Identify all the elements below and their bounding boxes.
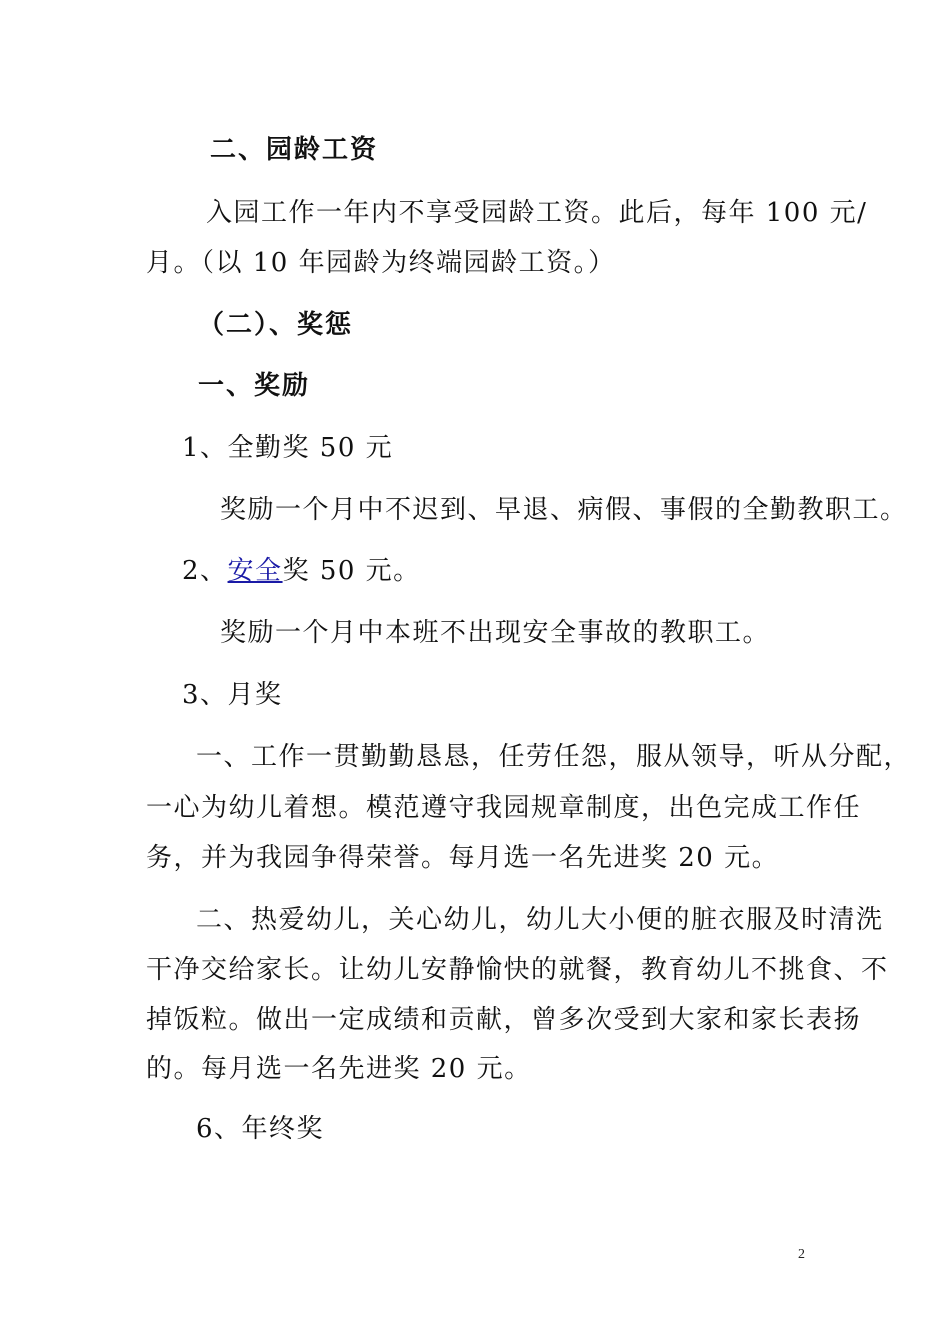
monthly-para1-line-3: 务，并为我园争得荣誉。每月选一名先进奖 20 元。 (146, 843, 780, 873)
monthly-para1-line-1: 一、工作一贯勤勤恳恳，任劳任怨，服从领导，听从分配， (196, 742, 912, 772)
section-heading-seniority-pay: 二、园龄工资 (210, 135, 379, 165)
monthly-para1-line-2: 一心为幼儿着想。模范遵守我园规章制度，出色完成工作任 (146, 793, 862, 823)
monthly-para2-line-3: 掉饭粒。做出一定成绩和贡献，曾多次受到大家和家长表扬 (146, 1005, 862, 1035)
item-full-attendance-desc: 奖励一个月中不迟到、早退、病假、事假的全勤教职工。 (220, 495, 908, 525)
monthly-para2-line-4: 的。每月选一名先进奖 20 元。 (146, 1054, 532, 1084)
item-safety-desc: 奖励一个月中本班不出现安全事故的教职工。 (220, 618, 771, 648)
page-number: 2 (798, 1247, 805, 1262)
item-safety-suffix: 奖 50 元。 (282, 556, 421, 586)
seniority-para-line-2: 月。（以 10 年园龄为终端园龄工资。） (146, 248, 616, 278)
item-monthly-award-title: 3、月奖 (182, 680, 283, 710)
section-heading-rewards-penalties: （二）、奖惩 (198, 310, 354, 340)
seniority-para-line-1: 入园工作一年内不享受园龄工资。此后，每年 100 元/ (206, 198, 868, 228)
monthly-para2-line-1: 二、热爱幼儿，关心幼儿，幼儿大小便的脏衣服及时清洗 (196, 905, 884, 935)
item-full-attendance-title: 1、全勤奖 50 元 (182, 433, 394, 463)
item-year-end-award-title: 6、年终奖 (196, 1114, 325, 1144)
monthly-para2-line-2: 干净交给家长。让幼儿安静愉快的就餐，教育幼儿不挑食、不 (146, 955, 889, 985)
item-safety-prefix: 2、 (182, 556, 228, 586)
item-safety-title (182, 554, 421, 588)
section-heading-rewards: 一、奖励 (198, 371, 311, 401)
safety-link[interactable]: 安全 (227, 556, 283, 586)
